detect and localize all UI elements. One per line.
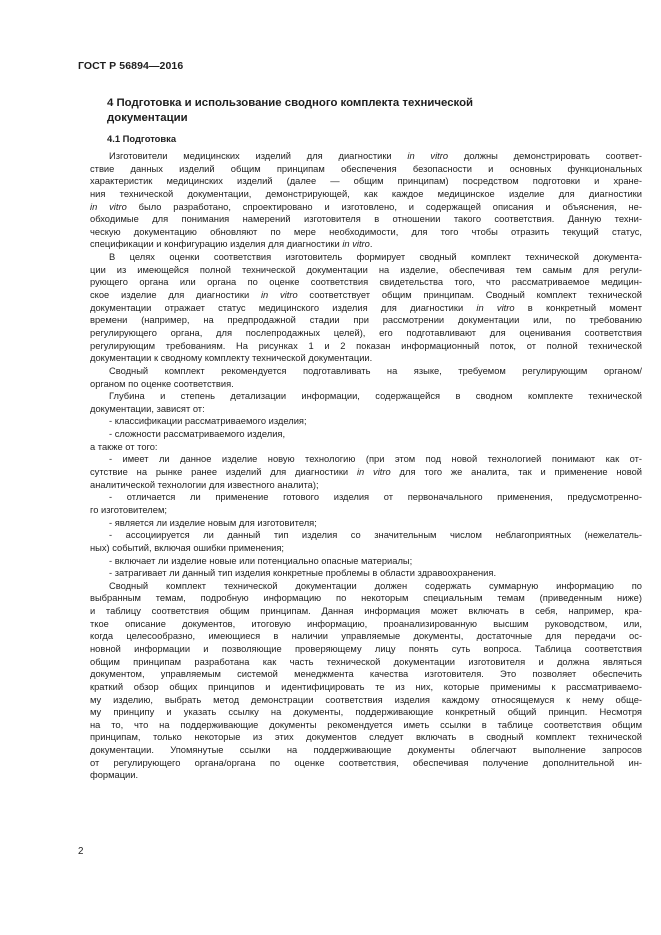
text-line: - ассоциируется ли данный тип изделия со значительным числом неблагоприятных (нежелатель-	[109, 530, 642, 541]
text-line: ния технической документации, демонстрирующей, как каждое медицинское изделие для диагностики	[90, 188, 642, 199]
text-line: регулирующего органа, для послепродажных целей), его подготавливают для оценивания соответствия	[90, 327, 642, 338]
text-line: времени (например, на предпродажной стадии при рассмотрении документации или, по требованию	[90, 315, 642, 326]
text-line: характеристик медицинских изделий (далее — общим принципам) посредством подготовки и хране-	[90, 176, 642, 187]
text-line: документации. Упомянутые ссылки на поддерживающие документы облегчают выполнение запросов	[90, 745, 642, 756]
text-line: общим принципам разработана как часть технической документации изготовителя и должна являться	[90, 656, 642, 667]
text-line: ческую документацию обновляют по мере необходимости, для того чтобы отразить текущий статус,	[90, 226, 642, 237]
text-line: документации отражает статус медицинского изделия для диагностики in vitro в конкретный момент	[90, 302, 642, 313]
text-line: Глубина и степень детализации информации, содержащейся в сводном комплекте технической	[109, 391, 642, 402]
text-line: документации к сводному комплекту технической документации.	[90, 353, 373, 364]
text-line: - является ли изделие новым для изготовителя;	[109, 517, 317, 528]
text-line: выбранным темам, подробную информацию по некоторым специальным темам (приведенным ниже)	[90, 593, 642, 604]
text-line: документации, зависят от:	[90, 403, 205, 414]
section-heading	[107, 96, 577, 126]
text-line: ствие данных изделий общим принципам обеспечения безопасности и основных функциональных	[90, 163, 642, 174]
text-line: му изделию, выбрать метод демонстрации соответствия изделия каждому относящемуся к нему обще-	[90, 694, 642, 705]
text-line: от регулирующего органа/органа по оценке соответствия, обеспечивая получение дополнительной ин-	[90, 757, 642, 768]
text-line: Сводный комплект рекомендуется подготавливать на языке, требуемом регулирующим органом/	[109, 365, 642, 376]
text-line: органом по оценке соответствия.	[90, 378, 234, 389]
text-line: - сложности рассматриваемого изделия,	[109, 429, 286, 440]
text-line: ткое описание документов, итоговую информацию, проанализированную высшим руководством, или,	[90, 618, 642, 629]
text-line: принципам, только некоторые из этих документов следует включать в сводный комплект технической	[90, 732, 642, 743]
text-line: спецификации и конфигурацию изделия для диагностики in vitro.	[90, 239, 373, 250]
text-line: - классификации рассматриваемого изделия;	[109, 416, 307, 427]
body-text	[90, 150, 642, 782]
text-line: В целях оценки соответствия изготовитель формирует сводный комплект технической документа-	[109, 252, 642, 263]
text-line: а также от того:	[90, 441, 158, 452]
text-line: документом, управляемым системой менеджмента качества изготовителя. Это позволяет обеспечить	[90, 669, 642, 680]
page-number: 2	[78, 846, 84, 857]
text-line: регулирующим требованиям. На рисунках 1 и 2 показан информационный поток, от полной технической	[90, 340, 642, 351]
text-line: - включает ли изделие новые или потенциально опасные материалы;	[109, 555, 413, 566]
text-line: ции из имеющейся полной технической документации на изделие, обеспечивая тем самым для регули-	[90, 264, 642, 275]
text-line: in vitro было разработано, спроектировано и изготовлено, и содержащей описания и объяснения, не-	[90, 201, 642, 212]
subsection-heading: 4.1 Подготовка	[107, 133, 177, 144]
text-line: краткий обзор общих принципов и идентифицировать те из них, которые применимы к рассматриваемо-	[90, 681, 642, 692]
text-line: формации.	[90, 770, 139, 781]
text-line: - затрагивает ли данный тип изделия конкретные проблемы в области здравоохранения.	[109, 568, 497, 579]
text-line: - отличается ли применение готового изделия от первоначального применения, предусмотренно-	[109, 492, 642, 503]
standard-code: ГОСТ Р 56894—2016	[78, 60, 184, 72]
text-line: му принципу и указать ссылку на документы, поддерживающие конкретный общий принцип. Несмотря	[90, 707, 642, 718]
text-line: сутствие на рынке ранее изделий для диагностики in vitro для того же аналита, так и применение новой	[90, 467, 642, 478]
text-line: - имеет ли данное изделие новую технологию (при этом под новой технологией понимают как от-	[109, 454, 642, 465]
text-line: обходимые для понимания намерений изготовителя в отношении такого соответствия. Данную техни-	[90, 214, 642, 225]
section-heading-line-1: 4 Подготовка и использование сводного комплекта технической	[107, 97, 474, 109]
text-line: когда целесообразно, имеющиеся в наличии управляемые документы, достаточные для передачи ос-	[90, 631, 642, 642]
section-heading-line-2: документации	[107, 112, 188, 124]
text-line: Изготовители медицинских изделий для диагностики in vitro должны демонстрировать соответ-	[109, 151, 642, 161]
text-line: Сводный комплект технической документации должен содержать суммарную информацию по	[109, 580, 642, 591]
text-line: новной информации и позволяющие проверяющему лицу понять суть вопроса. Таблица соответствия	[90, 643, 642, 654]
text-line: рующего органа или органа по оценке соответствия свидетельства того, что рассматриваемое медицин-	[90, 277, 642, 288]
text-line: на то, что на поддерживающие документы рекомендуется иметь ссылки в таблице соответствия общим	[90, 719, 642, 730]
text-line: аналитической технологии для известного аналита);	[90, 479, 319, 490]
text-line: го изготовителем;	[90, 504, 167, 515]
text-line: ское изделие для диагностики in vitro соответствует общим принципам. Сводный комплект технической	[90, 290, 642, 301]
text-line: и таблицу соответствия общим принципам. Данная информация может включать в себя, например, кра-	[90, 606, 642, 617]
text-line: ных) событий, включая ошибки применения;	[90, 542, 284, 553]
